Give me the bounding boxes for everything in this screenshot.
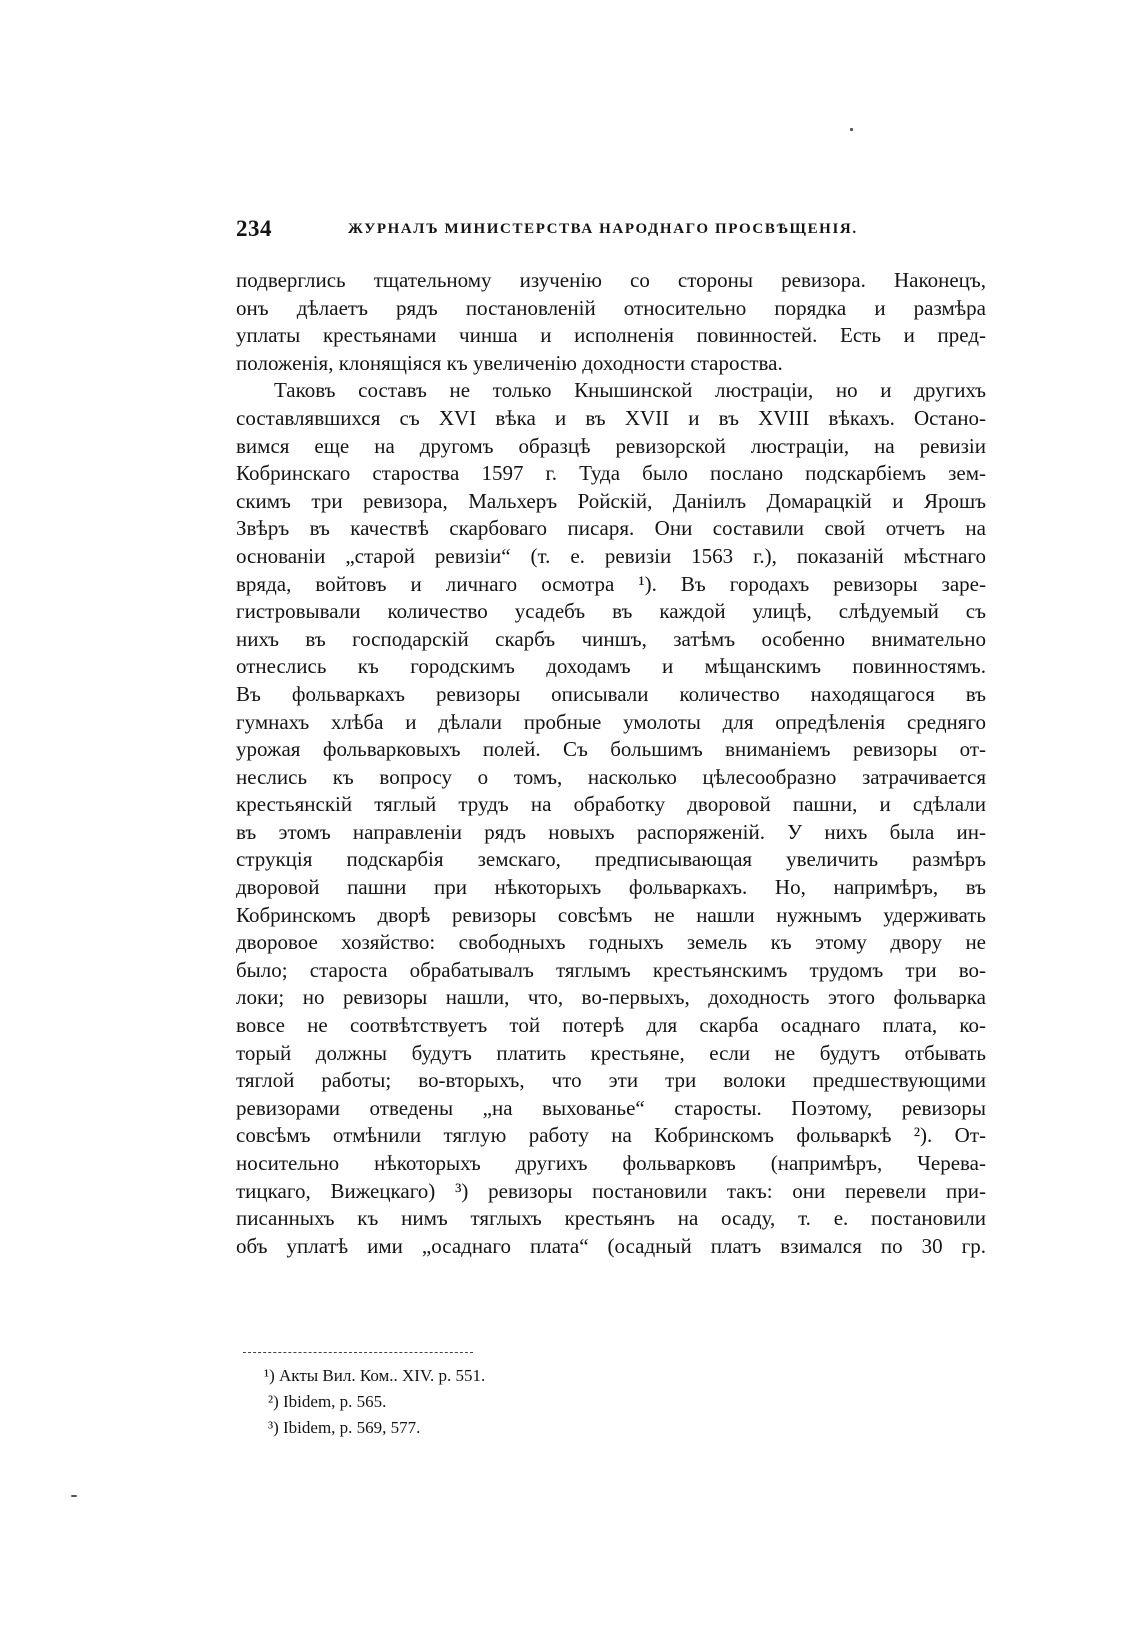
text-line: составлявшихся съ XVI вѣка и въ XVII и въ XVIII вѣкахъ. Остано- (236, 405, 986, 430)
text-line: Въ фольваркахъ ревизоры описывали количество находящагося въ (236, 681, 986, 706)
text-line: было; староста обрабатывалъ тяглымъ крестьянскимъ трудомъ три во- (236, 957, 986, 982)
text-line: дворовое хозяйство: свободныхъ годныхъ земель къ этому двору не (236, 930, 986, 955)
text-line: вовсе не соотвѣтствуетъ той потерѣ для скарба осаднаго плата, ко- (236, 1013, 986, 1038)
print-speck (850, 128, 853, 131)
text-line: локи; но ревизоры нашли, что, во-первыхъ, доходность этого фольварка (236, 985, 986, 1010)
text-line: скимъ три ревизора, Мальхеръ Ройскій, Даніилъ Домарацкій и Ярошъ (236, 488, 986, 513)
paragraph (236, 267, 986, 377)
text-line: объ уплатѣ ими „осаднаго плата“ (осадный платъ взимался по 30 гр. (236, 1233, 986, 1258)
paragraph (236, 377, 986, 1260)
text-line: нихъ въ господарскій скарбъ чиншъ, затѣмъ особенно внимательно (236, 626, 986, 651)
page-number: 234 (236, 216, 272, 241)
text-line: тицкаго, Вижецкаго) ³) ревизоры постановили такъ: они перевели при- (236, 1178, 986, 1203)
text-line: вимся еще на другомъ образцѣ ревизорской люстраціи, на ревизіи (236, 433, 986, 458)
text-line: отнеслись къ городскимъ доходамъ и мѣщанскимъ повинностямъ. (236, 654, 986, 679)
text-line: вряда, войтовъ и личнаго осмотра ¹). Въ городахъ ревизоры заре- (236, 571, 986, 596)
footnote-separator (243, 1352, 473, 1353)
footnote: ³) Ibidem, p. 569, 577. (268, 1418, 421, 1437)
text-line: совсѣмъ отмѣнили тяглую работу на Кобринскомъ фольваркѣ ²). От- (236, 1123, 986, 1148)
running-title: ЖУРНАЛЪ МИНИСТЕРСТВА НАРОДНАГО ПРОСВѢЩЕНІЯ. (348, 221, 858, 237)
text-line: уплаты крестьянами чинша и исполненія повинностей. Есть и пред- (236, 323, 986, 348)
page-header (236, 216, 986, 250)
text-line: въ этомъ направленіи рядъ новыхъ распоряженій. У нихъ была ин- (236, 819, 986, 844)
text-line: струкція подскарбія земскаго, предписывающая увеличить размѣръ (236, 847, 986, 872)
text-line: Таковъ составъ не только Кнышинской люстраціи, но и другихъ (274, 378, 986, 403)
footnotes (264, 1363, 764, 1441)
text-line: подверглись тщательному изученію со стороны ревизора. Наконецъ, (236, 268, 986, 292)
text-line: положенія, клонящіяся къ увеличенію доходности староства. (236, 350, 783, 375)
text-line: ревизорами отведены „на выхованье“ старосты. Поэтому, ревизоры (236, 1095, 986, 1120)
body-text (236, 267, 986, 1260)
text-line: урожая фольварковыхъ полей. Съ большимъ вниманіемъ ревизоры от- (236, 737, 986, 762)
text-line: гистровывали количество усадебъ въ каждой улицѣ, слѣдуемый съ (236, 599, 986, 624)
text-line: неслись къ вопросу о томъ, насколько цѣлесообразно затрачивается (236, 764, 986, 789)
print-speck (71, 1495, 77, 1497)
text-line: основаніи „старой ревизіи“ (т. е. ревизіи 1563 г.), показаній мѣстнаго (236, 543, 986, 568)
footnote: ¹) Акты Вил. Ком.. XIV. р. 551. (264, 1366, 486, 1385)
text-line: крестьянскій тяглый трудъ на обработку дворовой пашни, и сдѣлали (236, 792, 986, 817)
text-line: Кобринскаго староства 1597 г. Туда было послано подскарбіемъ зем- (236, 461, 986, 486)
text-line: носительно нѣкоторыхъ другихъ фольварковъ (напримѣръ, Черева- (236, 1151, 986, 1175)
text-line: онъ дѣлаетъ рядъ постановленій относительно порядка и размѣра (236, 295, 986, 320)
text-line: Звѣръ въ качествѣ скарбоваго писаря. Они составили свой отчетъ на (236, 516, 986, 541)
text-line: писанныхъ къ нимъ тяглыхъ крестьянъ на осаду, т. е. постановили (236, 1206, 986, 1231)
footnote: ²) Ibidem, p. 565. (268, 1392, 387, 1411)
text-line: тяглой работы; во-вторыхъ, что эти три волоки предшествующими (236, 1068, 986, 1093)
text-line: гумнахъ хлѣба и дѣлали пробные умолоты для опредѣленія средняго (236, 709, 986, 734)
text-line: Кобринскомъ дворѣ ревизоры совсѣмъ не нашли нужнымъ удерживать (236, 902, 986, 927)
text-line: дворовой пашни при нѣкоторыхъ фольваркахъ. Но, напримѣръ, въ (236, 875, 986, 900)
text-line: торый должны будутъ платить крестьяне, если не будутъ отбывать (236, 1040, 986, 1065)
